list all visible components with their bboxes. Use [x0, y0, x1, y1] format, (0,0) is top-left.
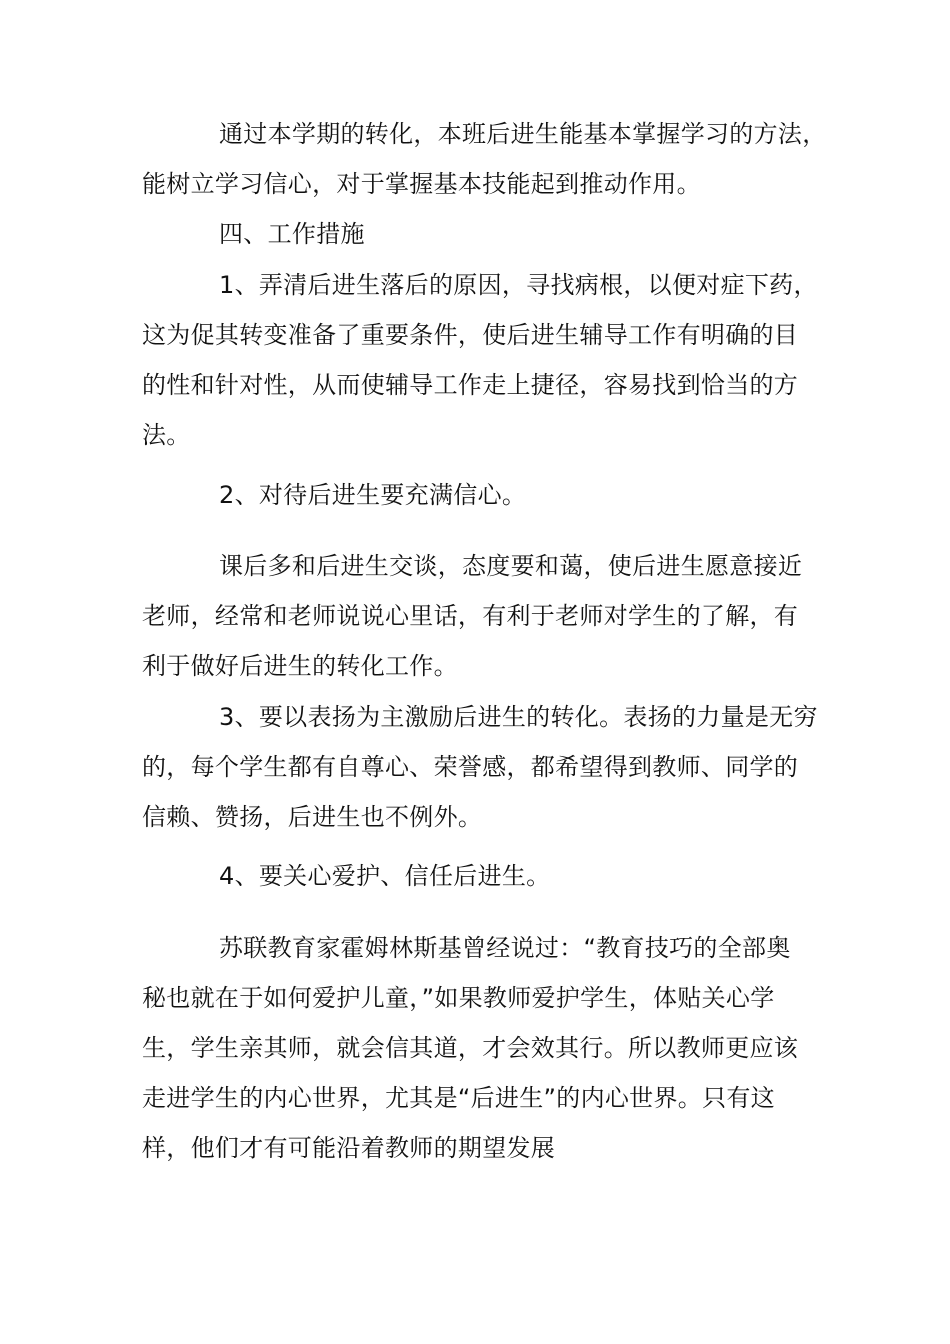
text-line: 能树立学习信心，对于掌握基本技能起到推动作用。 [142, 170, 701, 198]
text-line: 样，他们才有可能沿着教师的期望发展 [142, 1134, 556, 1162]
text-line: 利于做好后进生的转化工作。 [142, 652, 458, 680]
text-line: 走进学生的内心世界，尤其是“后进生”的内心世界。只有这 [142, 1084, 775, 1112]
text-line: 通过本学期的转化，本班后进生能基本掌握学习的方法， [219, 120, 827, 148]
text-line: 老师，经常和老师说说心里话，有利于老师对学生的了解，有 [142, 602, 799, 630]
text-line: 4、要关心爱护、信任后进生。 [219, 862, 551, 890]
section-heading: 四、工作措施 [219, 220, 365, 248]
text-line: 秘也就在于如何爱护儿童，”如果教师爱护学生，体贴关心学 [142, 984, 775, 1012]
text-line: 信赖、赞扬，后进生也不例外。 [142, 803, 483, 831]
text-line: 的性和针对性，从而使辅导工作走上捷径，容易找到恰当的方 [142, 371, 799, 399]
text-line: 3、要以表扬为主激励后进生的转化。表扬的力量是无穷 [219, 703, 818, 731]
text-line: 苏联教育家霍姆林斯基曾经说过：“教育技巧的全部奥 [219, 934, 791, 962]
text-line: 法。 [142, 421, 191, 449]
text-line: 这为促其转变准备了重要条件，使后进生辅导工作有明确的目 [142, 321, 799, 349]
text-line: 2、对待后进生要充满信心。 [219, 481, 527, 509]
text-line: 课后多和后进生交谈，态度要和蔼，使后进生愿意接近 [219, 552, 803, 580]
text-line: 生，学生亲其师，就会信其道，才会效其行。所以教师更应该 [142, 1034, 799, 1062]
text-line: 1、弄清后进生落后的原因，寻找病根，以便对症下药， [219, 271, 818, 299]
text-line: 的，每个学生都有自尊心、荣誉感，都希望得到教师、同学的 [142, 753, 799, 781]
